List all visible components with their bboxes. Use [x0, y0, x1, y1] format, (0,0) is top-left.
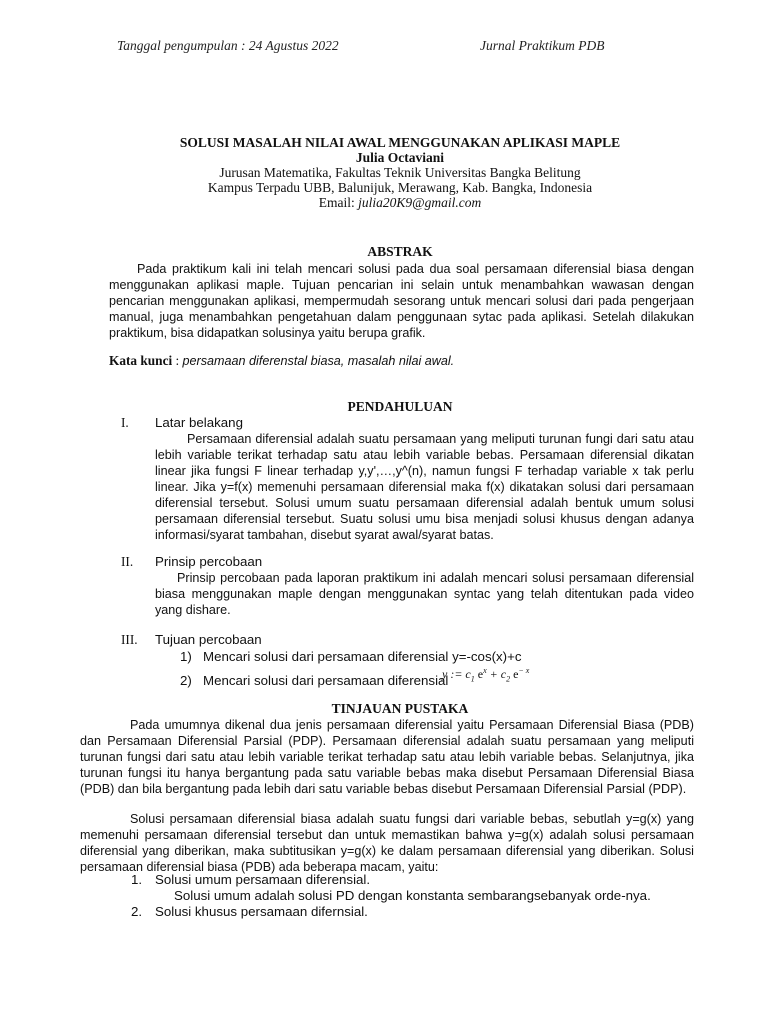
tinjauan-paragraph-1: Pada umumnya dikenal dua jenis persamaan diferensial yaitu Persamaan Diferensial Biasa (PDB) dan Persamaan Diferensial Parsial (PDP). Persamaan diferensial adalah suatu persamaan yang meliputi turunan fungsi dari satu atau lebih variable terikat terhadap satu atau lebih variable bebas. Selanjutnya, jika turunan fungsi itu hanya bergantung pada satu variable bebas maka disebut Persamaan Diferensial Biasa (PDB) dan bila bergantung pada lebih dari satu variable bebas disebut Persamaan Diferensial Parsial (PDP).: [80, 718, 694, 796]
header-date: Tanggal pengumpulan : 24 Agustus 2022: [117, 38, 339, 53]
header-journal: Jurnal Praktikum PDB: [480, 38, 605, 53]
tinjauan-list-1-text: Solusi umum persamaan diferensial.: [155, 872, 371, 887]
tujuan-item-1-text: Mencari solusi dari persamaan diferensial y=-cos(x)+c: [203, 649, 522, 664]
keywords-separator: :: [172, 353, 183, 368]
section-number-2: II.: [121, 554, 134, 569]
author-name: Julia Octaviani: [355, 150, 445, 165]
tinjauan-list-1-detail: Solusi umum adalah solusi PD dengan konstanta sembarangsebanyak orde-nya.: [174, 888, 651, 903]
tujuan-item-1-number: 1): [180, 649, 192, 664]
affiliation: Jurusan Matematika, Fakultas Teknik Universitas Bangka Belitung: [219, 165, 581, 180]
tinjauan-paragraph-2: Solusi persamaan diferensial biasa adalah suatu fungsi dari variable bebas, sebutlah y=g(x) yang memenuhi persamaan diferensial tersebut dan untuk memastikan bahwa y=g(x) adalah solusi persamaan diferensial yang diberikan, maka subtitusikan y=g(x) ke dalam persamaan diferensial yang diberikan. Solusi persamaan diferensial biasa (PDB) ada beberapa macam, yaitu:: [80, 812, 694, 874]
tinjauan-list-1-number: 1.: [131, 872, 143, 887]
tujuan-item-2-number: 2): [180, 673, 192, 688]
section-title-tujuan: Tujuan percobaan: [155, 632, 262, 647]
prinsip-text: Prinsip percobaan pada laporan praktikum ini adalah mencari solusi persamaan diferensial biasa menggunakan maple dengan menggunakan syntac yang telah ditentukan pada video yang dishare.: [155, 571, 694, 617]
abstract-text: Pada praktikum kali ini telah mencari solusi pada dua soal persamaan diferensial biasa dengan menggunakan aplikasi maple. Tujuan pencarian ini selain untuk menambahkan wawasan dengan pencarian menggunakan aplikasi, mempermudah sesorang untuk mencari solusi dari pada pengerjaan manual, juga menambahkan pengetahuan dalam penggunaan sytac pada aplikasi. Setelah dilakukan praktikum, bisa didapatkan solusinya yaitu berupa grafik.: [109, 262, 694, 340]
address: Kampus Terpadu UBB, Balunijuk, Merawang, Kab. Bangka, Indonesia: [207, 180, 593, 195]
keywords-line: [109, 353, 694, 369]
section-number-3: III.: [121, 632, 138, 647]
tujuan-item-2-text: Mencari solusi dari persamaan diferensial: [203, 673, 449, 688]
email-address: julia20K9@gmail.com: [358, 195, 482, 210]
latar-belakang-text: Persamaan diferensial adalah suatu persamaan yang meliputi turunan fungi dari satu atau lebih variable terikat terhadap satu atau lebih variable bebas. Persamaan diferensial dikatan linear jika fungsi F linear terhadap y,y',…,y^(n), namun fungsi F terhadap variable x tak perlu linear. Jika y=f(x) memenuhi persamaan diferensial maka f(x) dikatakan solusi dari persamaan diferensial tersebut. Solusi umum suatu persamaan diferensial adalah bentuk umum solusi persamaan diferensial tersebut. Suatu solusi umu bisa menjadi solusi khusus dengan adanya informasi/syarat tambahan, disebut syarat awal/syarat batas.: [155, 432, 694, 542]
tujuan-item-2-formula: y := $c_1$ $e^x + c_2$ $e^{- x}$: [442, 666, 530, 684]
section-title-prinsip: Prinsip percobaan: [155, 554, 263, 569]
email-label: Email:: [318, 195, 359, 210]
section-number-1: I.: [121, 415, 129, 430]
tinjauan-list-2-number: 2.: [131, 904, 143, 919]
tinjauan-heading: TINJAUAN PUSTAKA: [331, 701, 469, 716]
keywords-label: Kata kunci: [109, 353, 173, 368]
pendahuluan-heading: PENDAHULUAN: [347, 399, 453, 414]
keywords-text: persamaan diferenstal biasa, masalah nilai awal.: [182, 354, 455, 368]
paper-title: SOLUSI MASALAH NILAI AWAL MENGGUNAKAN APLIKASI MAPLE: [179, 135, 621, 150]
email-line: [80, 195, 720, 211]
tinjauan-list-2-text: Solusi khusus persamaan difernsial.: [155, 904, 368, 919]
abstract-heading: ABSTRAK: [367, 244, 433, 259]
section-title-latar-belakang: Latar belakang: [155, 415, 243, 430]
